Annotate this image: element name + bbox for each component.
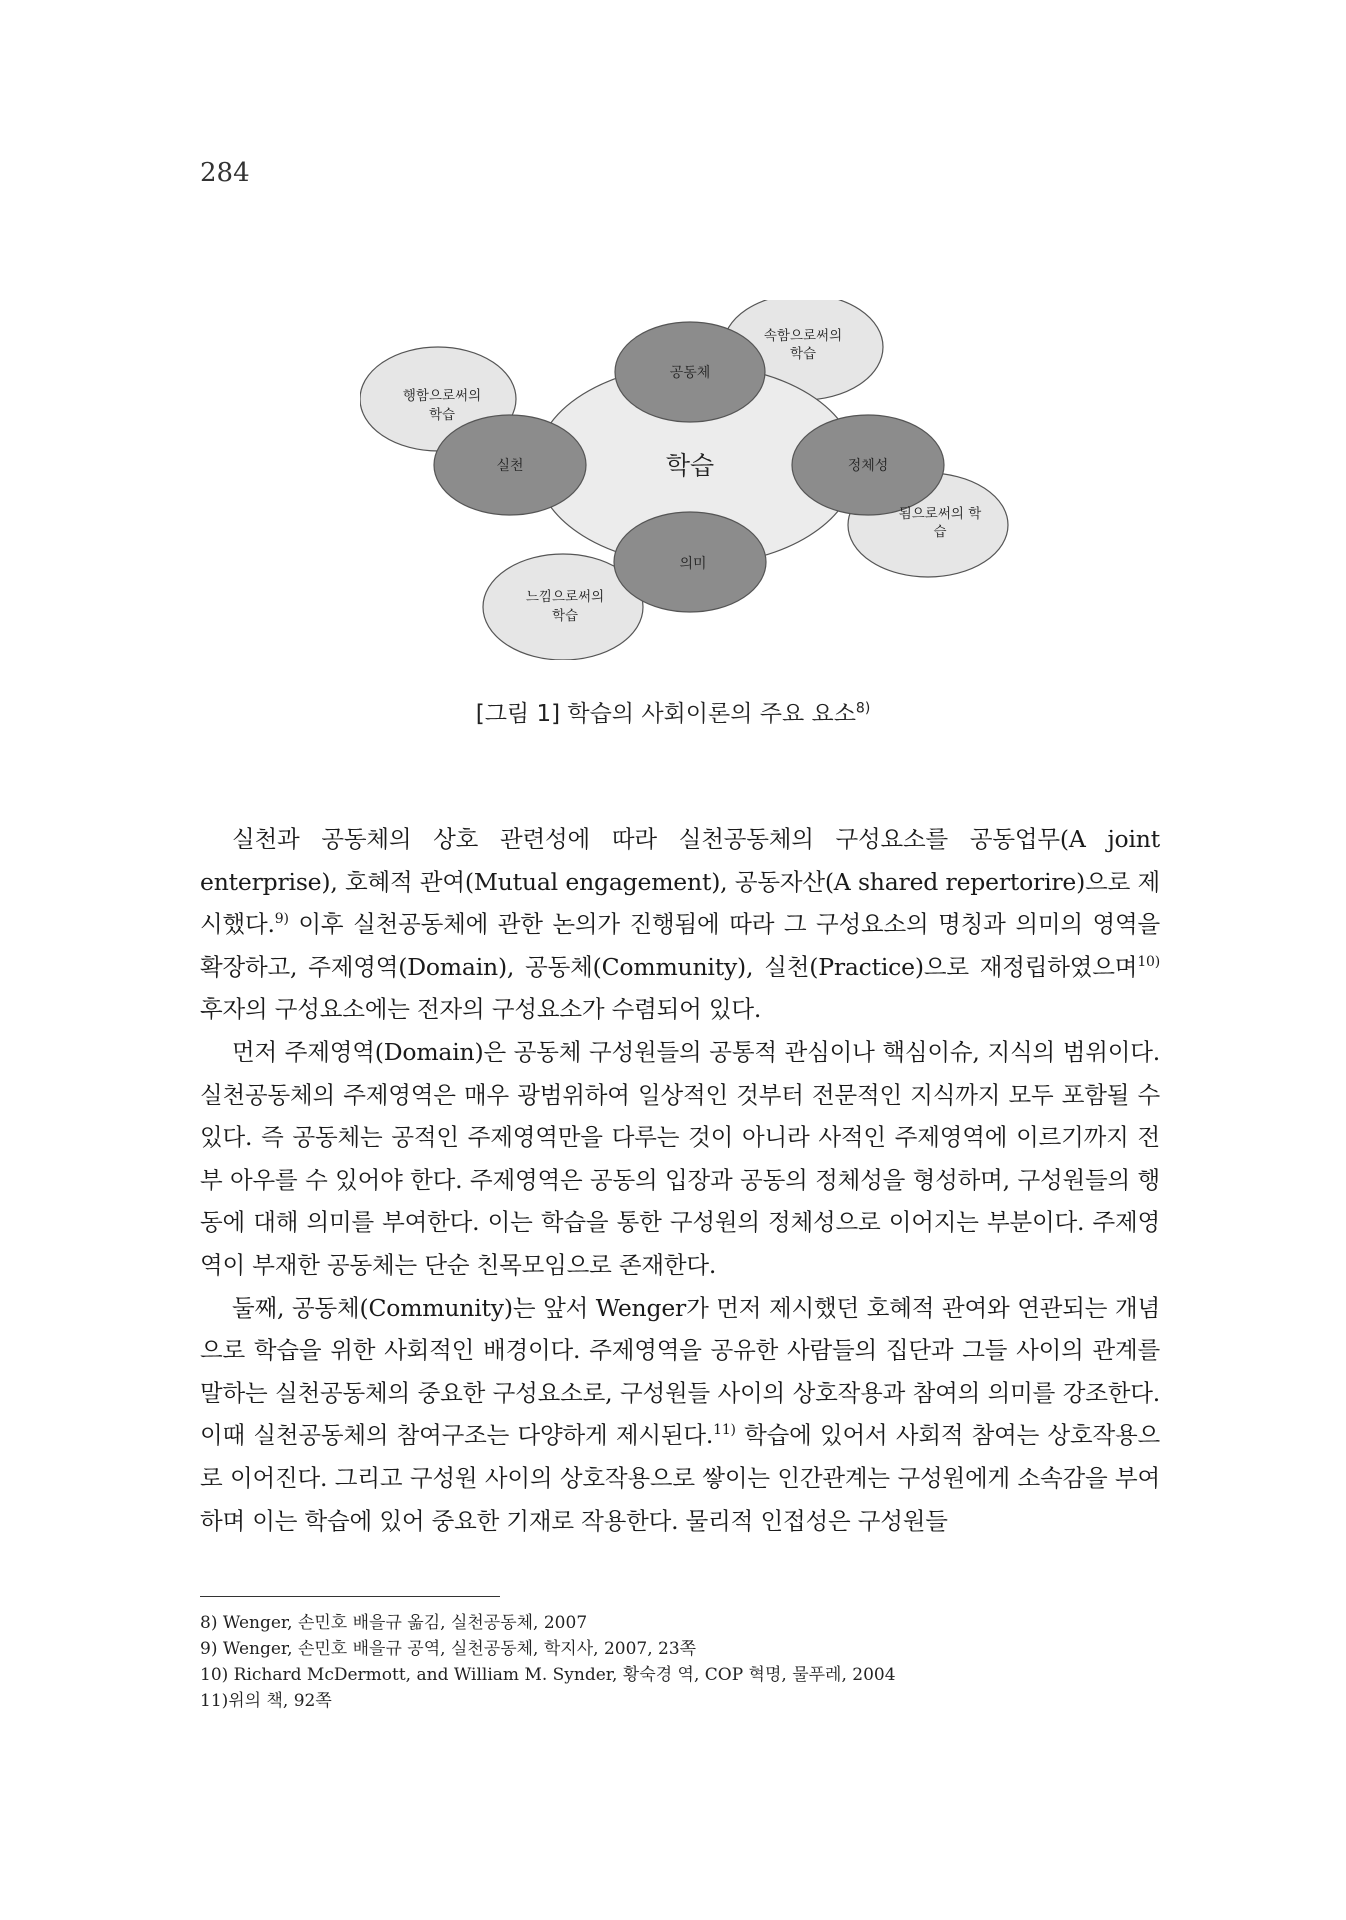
paragraph-2-text: 먼저 주제영역(Domain)은 공동체 구성원들의 공통적 관심이나 핵심이슈, 지식의 범위이다. 실천공동체의 주제영역은 매우 광범위하여 일상적인 것부터 전문적인 지식까지 모두 포함될 수 있다. 즉 공동체는 공적인 주제영역만을 다루는 것이 아니라 사적인 주제영역에 이르기까지 전부 아우를 수 있어야 한다. 주제영역은 공동의 입장과 공동의 정체성을 형성하며, 구성원들의 행동에 대해 의미를 부여한다. 이는 학습을 통한 구성원의 정체성으로 이어지는 부분이다. 주제영역이 부재한 공동체는 단순 친목모임으로 존재한다. — [200, 1037, 1160, 1279]
paragraph-2 — [200, 1031, 1160, 1287]
identity-label: 정체성 — [847, 458, 889, 474]
learning-theory-diagram — [360, 300, 1060, 660]
belonging-label-line1: 속함으로써의 — [763, 328, 843, 344]
paragraph-3-part-1: 둘째, 공동체(Community)는 앞서 Wenger가 먼저 제시했던 호혜적 관여와 연관되는 개념으로 학습을 위한 사회적인 배경이다. 주제영역을 공유한 사람들의 집단과 그들 사이의 관계를 말하는 실천공동체의 중요한 구성요소로, 구성원들 사이의 상호작용과 참여의 의미를 강조한다. 이때 실천공동체의 참여구조는 다양하게 제시된다. — [200, 1293, 1160, 1450]
footnote-9: 9) Wenger, 손민호 배을규 공역, 실천공동체, 학지사, 2007, 23쪽 — [200, 1639, 697, 1659]
paragraph-1-part-1: 실천과 공동체의 상호 관련성에 따라 실천공동체의 구성요소를 공동업무(A joint enterprise), 호혜적 관여(Mutual engagement), 공동자산(A shared repertorire)으로 제시했다. — [200, 825, 1160, 939]
community-label: 공동체 — [669, 365, 711, 381]
footnote-10: 10) Richard McDermott, and William M. Synder, 황숙경 역, COP 혁명, 물푸레, 2004 — [200, 1665, 896, 1685]
paragraph-1-part-3: 후자의 구성요소에는 전자의 구성요소가 수렴되어 있다. — [200, 995, 762, 1024]
footnote-ref-11: 11) — [713, 1422, 736, 1439]
meaning-label: 의미 — [679, 556, 707, 572]
paragraph-1-part-2: 이후 실천공동체에 관한 논의가 진행됨에 따라 그 구성요소의 명칭과 의미의 영역을 확장하고, 주제영역(Domain), 공동체(Community), 실천(Practice)으로 재정립하였으며 — [200, 910, 1160, 981]
footnote-ref-10: 10) — [1137, 953, 1160, 970]
becoming-label-line2: 습 — [933, 524, 947, 540]
caption-text: [그림 1] 학습의 사회이론의 주요 요소 — [475, 701, 856, 727]
page-number: 284 — [200, 158, 250, 188]
doing-label-line1: 행함으로써의 — [402, 388, 482, 404]
footnotes — [200, 1610, 1160, 1714]
paragraph-3-part-2: 학습에 있어서 사회적 참여는 상호작용으로 이어진다. 그리고 구성원 사이의 상호작용으로 쌓이는 인간관계는 구성원에게 소속감을 부여하며 이는 학습에 있어 중요한 기재로 작용한다. 물리적 인접성은 구성원들 — [200, 1421, 1160, 1535]
doing-label-line2: 학습 — [428, 407, 456, 423]
footnote-11: 11)위의 책, 92쪽 — [200, 1691, 332, 1711]
practice-label: 실천 — [496, 458, 524, 474]
body-text — [200, 818, 1160, 1542]
footnote-8: 8) Wenger, 손민호 배을규 옮김, 실천공동체, 2007 — [200, 1613, 588, 1633]
footnote-divider — [200, 1596, 500, 1597]
paragraph-3 — [200, 1287, 1160, 1543]
becoming-label-line1: 됨으로써의 학 — [898, 506, 982, 522]
experience-label-line2: 학습 — [551, 608, 579, 624]
belonging-label-line2: 학습 — [789, 346, 817, 362]
experience-label-line1: 느낌으로써의 — [525, 589, 605, 605]
paragraph-1 — [200, 818, 1160, 1031]
footnote-ref-9: 9) — [274, 911, 289, 928]
caption-note: 8) — [855, 700, 871, 717]
figure-caption — [0, 695, 1346, 728]
diagram-svg — [360, 300, 1060, 660]
center-label: 학습 — [665, 451, 715, 480]
